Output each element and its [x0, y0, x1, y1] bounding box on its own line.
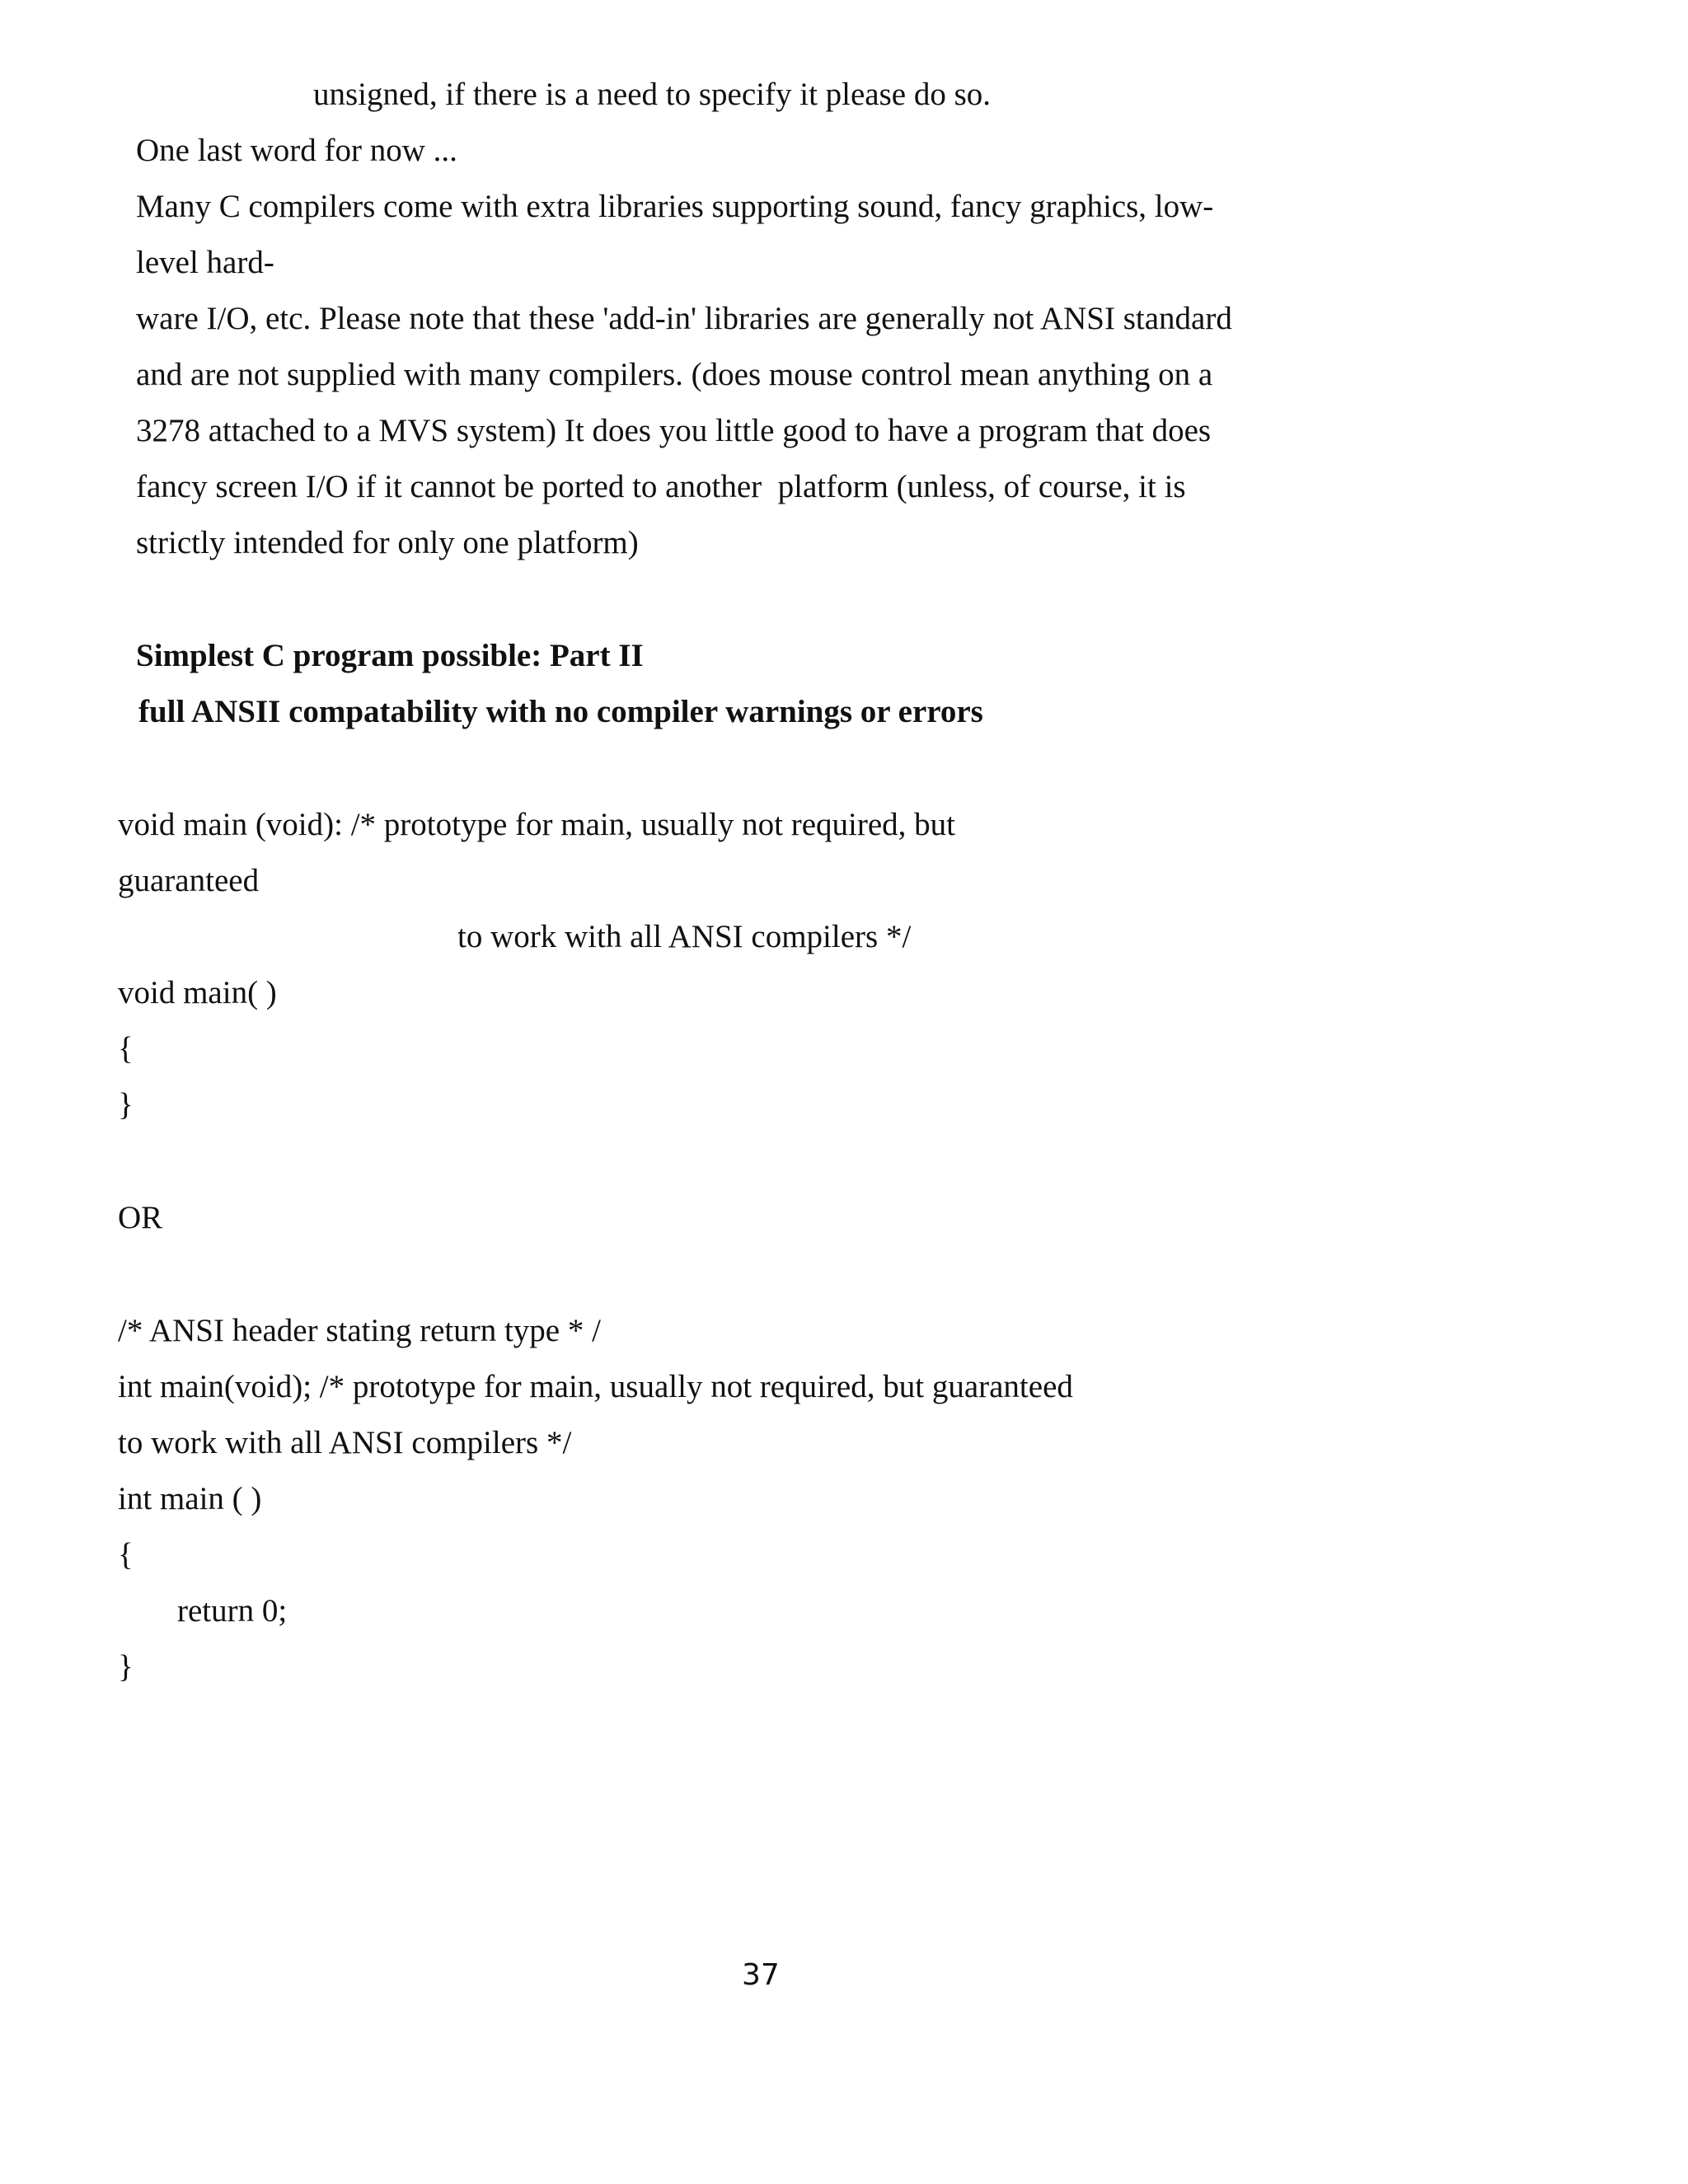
code-line: /* ANSI header stating return type * / [118, 1313, 601, 1348]
intro-line: fancy screen I/O if it cannot be ported to another platform (unless, of course, it is [136, 469, 1186, 504]
code-line: void main (void): /* prototype for main, usually not required, but [118, 807, 955, 842]
intro-line: ware I/O, etc. Please note that these 'add-in' libraries are generally not ANSI standard [136, 301, 1232, 336]
code-line: return 0; [177, 1593, 288, 1629]
code-line: } [118, 1649, 134, 1685]
intro-line: One last word for now ... [136, 133, 457, 168]
intro-line: and are not supplied with many compilers. (does mouse control mean anything on a [136, 357, 1213, 392]
intro-line: Many C compilers come with extra libraries supporting sound, fancy graphics, low- [136, 189, 1214, 224]
code-line: int main ( ) [118, 1481, 262, 1516]
intro-line: 3278 attached to a MVS system) It does you little good to have a program that does [136, 413, 1212, 448]
code-line: void main( ) [118, 975, 277, 1010]
section-subheading: full ANSII compatability with no compiler warnings or errors [138, 694, 983, 729]
separator-or: OR [118, 1200, 163, 1235]
section-heading: Simplest C program possible: Part II [136, 638, 644, 673]
code-line: { [118, 1537, 134, 1572]
intro-line: unsigned, if there is a need to specify it please do so. [313, 77, 992, 112]
code-line: to work with all ANSI compilers */ [118, 1425, 572, 1460]
code-line: to work with all ANSI compilers */ [457, 919, 912, 954]
code-line: guaranteed [118, 863, 260, 898]
code-line: { [118, 1031, 134, 1066]
code-line: int main(void); /* prototype for main, usually not required, but guaranteed [118, 1369, 1073, 1404]
intro-line: strictly intended for only one platform) [136, 525, 639, 560]
page-number: 37 [742, 1958, 780, 1992]
intro-line: level hard- [136, 245, 274, 280]
code-line: } [118, 1087, 134, 1122]
